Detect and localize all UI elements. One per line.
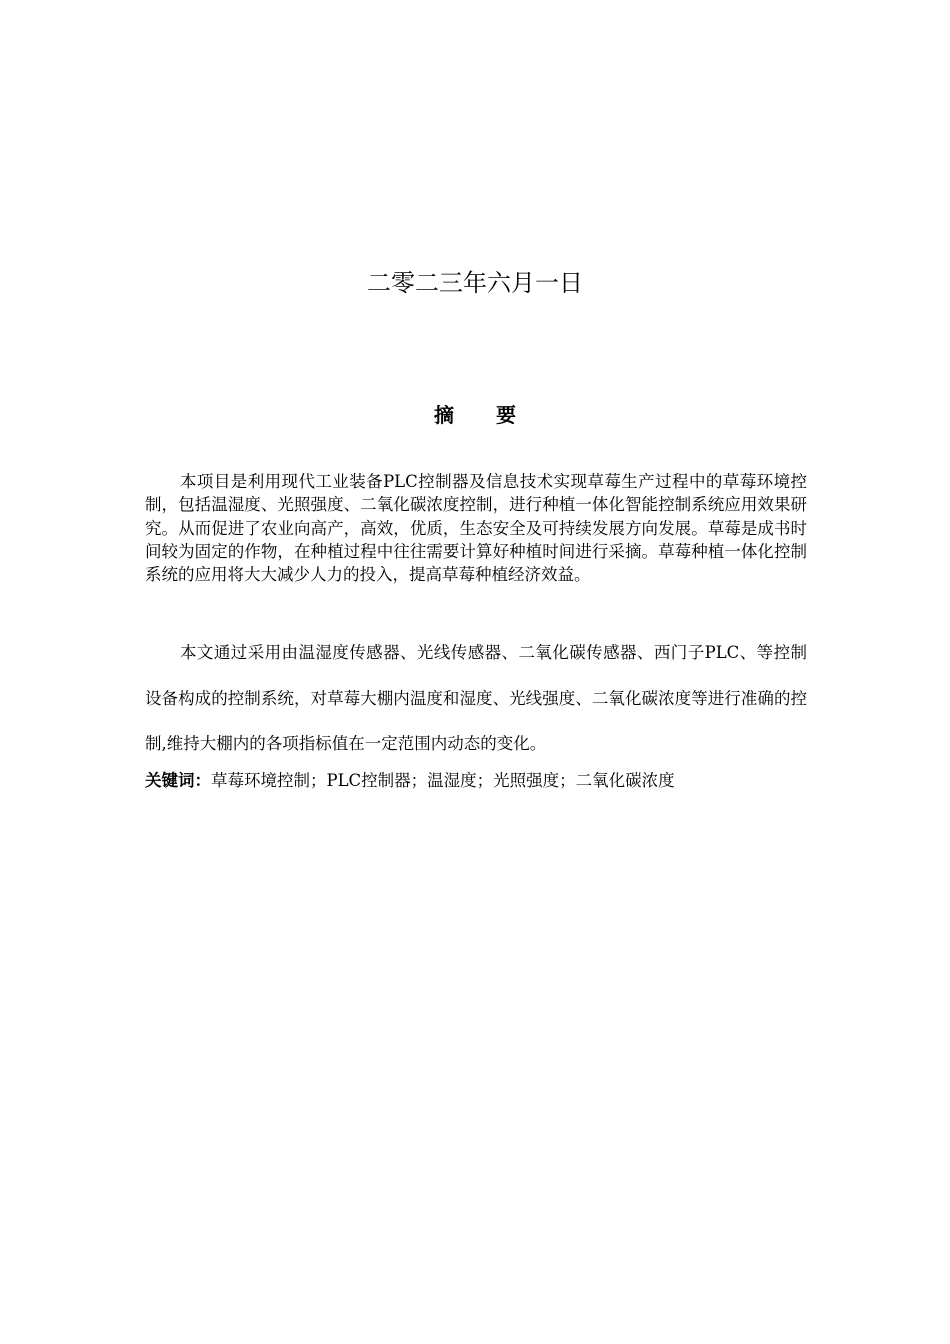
abstract-heading-char-1: 摘 <box>434 403 454 427</box>
abstract-heading-char-2: 要 <box>496 403 516 427</box>
keywords-text: 草莓环境控制；PLC控制器；温湿度；光照强度；二氧化碳浓度 <box>211 771 675 790</box>
keywords-label: 关键词： <box>145 771 211 790</box>
abstract-paragraph-2: 本文通过采用由温湿度传感器、光线传感器、二氧化碳传感器、西门子PLC、等控制设备构成的控制系统，对草莓大棚内温度和湿度、光线强度、二氧化碳浓度等进行准确的控制,维持大棚内的各项指标值在一定范围内动态的变化。 <box>145 643 807 753</box>
document-date: 二零二三年六月一日 <box>367 269 583 297</box>
abstract-heading <box>0 400 950 430</box>
keywords-line <box>145 768 825 794</box>
abstract-paragraph-1: 本项目是利用现代工业装备PLC控制器及信息技术实现草莓生产过程中的草莓环境控制，包括温湿度、光照强度、二氧化碳浓度控制，进行种植一体化智能控制系统应用效果研究。从而促进了农业向高产，高效，优质，生态安全及可持续发展方向发展。草莓是成书时间较为固定的作物，在种植过程中往往需要计算好种植时间进行采摘。草莓种植一体化控制系统的应用将大大减少人力的投入，提高草莓种植经济效益。 <box>145 472 807 585</box>
